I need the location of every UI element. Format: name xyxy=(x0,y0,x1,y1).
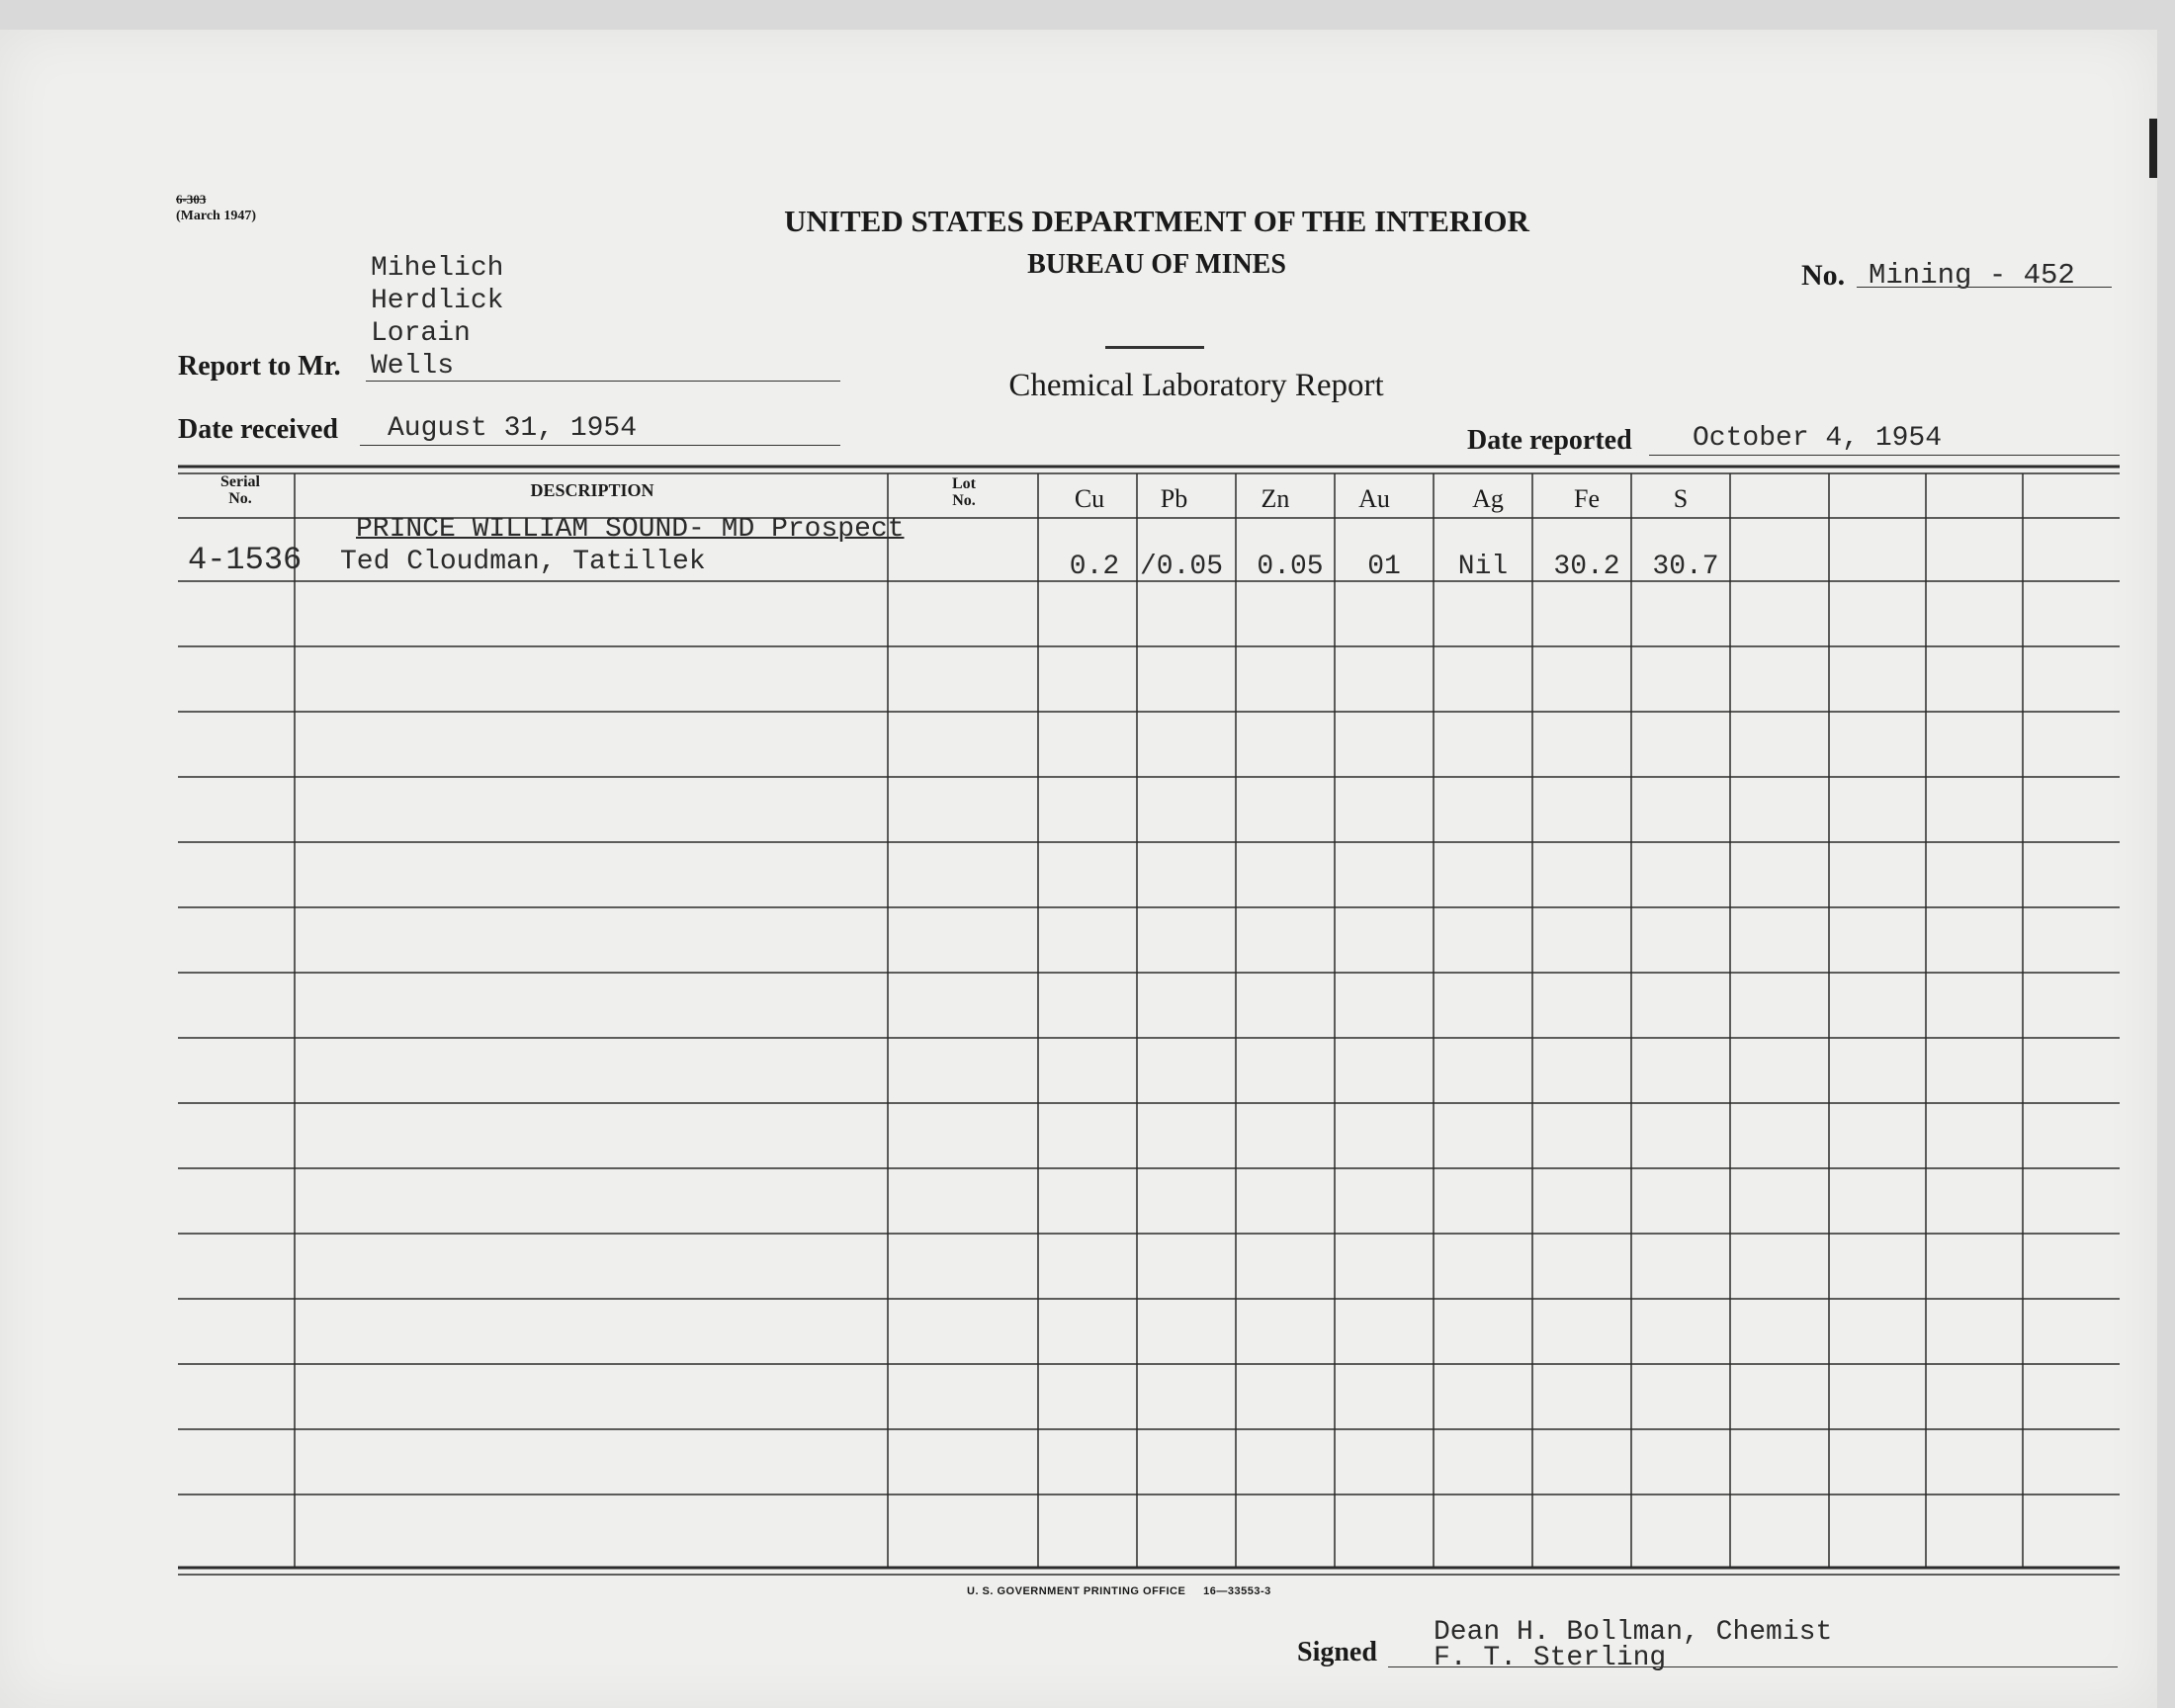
date-reported-label: Date reported xyxy=(1467,425,1632,456)
column-header-cu: Cu xyxy=(1074,484,1105,513)
value-ag: Nil xyxy=(1457,552,1509,582)
column-header-zn: Zn xyxy=(1261,484,1290,513)
signature-underline xyxy=(1388,1666,2118,1667)
report-to-value: Wells xyxy=(371,351,455,382)
signed-label: Signed xyxy=(1297,1637,1377,1667)
date-received-value: August 31, 1954 xyxy=(388,413,638,444)
column-header-ag: Ag xyxy=(1472,484,1504,513)
description-heading: PRINCE WILLIAM SOUND- MD Prospect xyxy=(356,514,905,545)
value-pb: /0.05 xyxy=(1139,552,1223,582)
value-au: 01 xyxy=(1367,552,1401,582)
column-header-line: Serial xyxy=(220,473,260,490)
date-received-label: Date received xyxy=(178,414,338,445)
report-number-value: Mining - 452 xyxy=(1869,259,2075,292)
serial-number: 4-1536 xyxy=(188,542,303,578)
column-header-fe: Fe xyxy=(1574,484,1600,513)
cc-name: Herdlick xyxy=(371,286,504,316)
cc-name: Mihelich xyxy=(371,253,504,284)
report-number-label: No. xyxy=(1801,259,1846,292)
value-fe: 30.2 xyxy=(1553,552,1620,582)
report-title: Chemical Laboratory Report xyxy=(1008,368,1384,403)
column-header-description: DESCRIPTION xyxy=(530,480,654,500)
column-header-au: Au xyxy=(1358,484,1390,513)
column-header-serial xyxy=(196,473,285,507)
printing-office-line: U. S. GOVERNMENT PRINTING OFFICE 16—33553-3 xyxy=(967,1585,1271,1597)
date-reported-value: October 4, 1954 xyxy=(1693,423,1943,454)
description-text: Ted Cloudman, Tatillek xyxy=(340,547,706,577)
value-cu: 0.2 xyxy=(1069,552,1120,582)
column-header-line: Lot xyxy=(952,475,976,492)
signer-secondary: F. T. Sterling xyxy=(1434,1643,1667,1673)
signer-primary: Dean H. Bollman, Chemist xyxy=(1434,1617,1833,1648)
column-header-pb: Pb xyxy=(1160,484,1188,513)
value-zn: 0.05 xyxy=(1257,552,1324,582)
form-date: (March 1947) xyxy=(176,209,256,223)
column-header-s: S xyxy=(1673,484,1689,513)
column-header-lot xyxy=(924,475,1003,509)
report-to-label: Report to Mr. xyxy=(178,351,341,382)
bureau-heading: BUREAU OF MINES xyxy=(1027,249,1286,280)
value-s: 30.7 xyxy=(1652,552,1719,582)
column-header-line: No. xyxy=(228,490,252,507)
column-header-line: No. xyxy=(952,492,976,509)
cc-name: Lorain xyxy=(371,318,471,349)
department-heading: UNITED STATES DEPARTMENT OF THE INTERIOR xyxy=(784,204,1529,238)
form-number: 6-303 xyxy=(176,192,207,207)
